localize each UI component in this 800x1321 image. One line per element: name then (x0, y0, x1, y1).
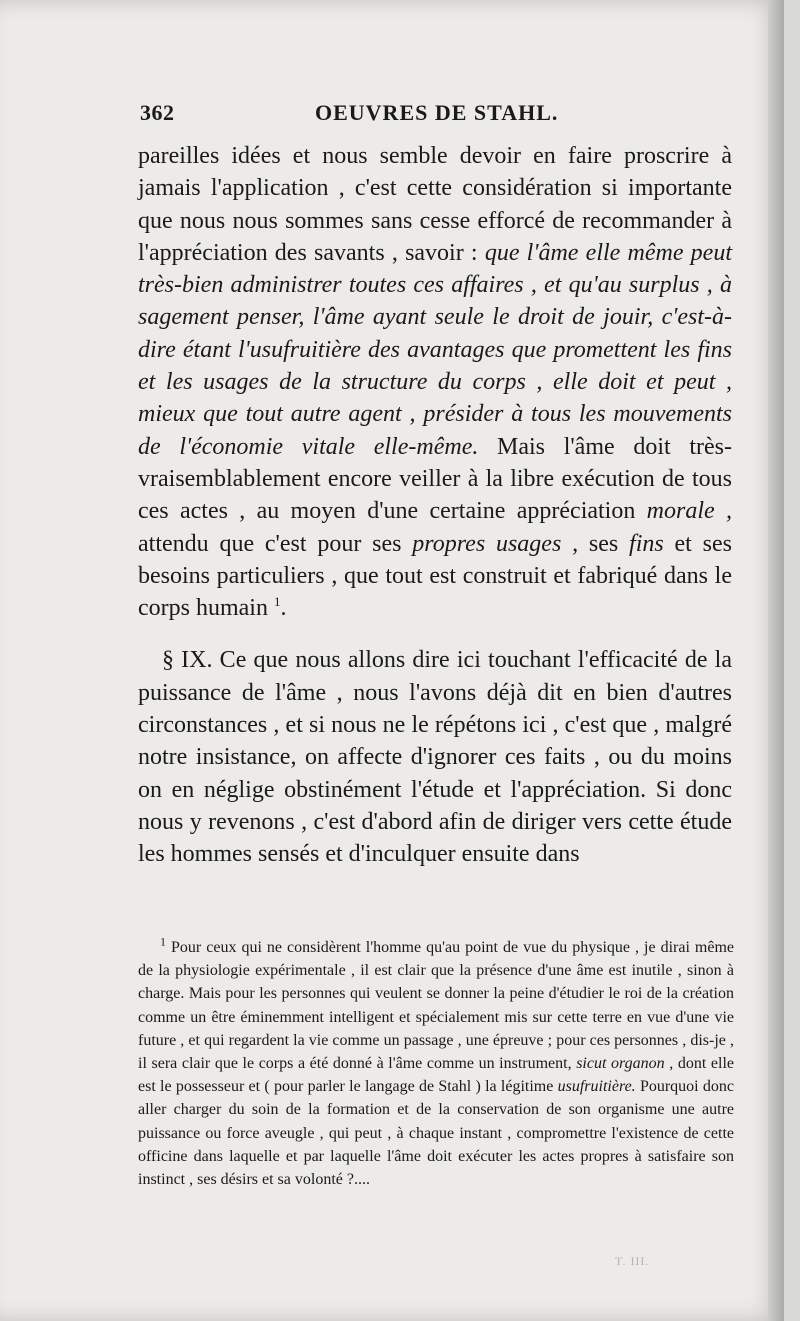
footnote-1 (138, 936, 734, 1191)
signature-mark: T. III. (615, 1254, 650, 1268)
footnote-block (138, 936, 734, 1191)
italic-run: morale , (646, 498, 732, 525)
page-header (140, 100, 734, 130)
text-run: , dont elle est le possesseur et ( pour parler le langage de Stahl ) la légitime (138, 1055, 734, 1096)
text-run: attendu que c'est pour ses (138, 530, 413, 557)
text-run: pareilles idées et nous semble devoir en faire proscrire à jamais l'application , c'est cette considération si importante que nous nous sommes sans cesse efforcé de recommander à l'appréciation des savants , savoir : (138, 143, 732, 266)
footnote-marker: 1 (160, 934, 166, 949)
main-text (138, 140, 732, 871)
text-run: . (280, 595, 287, 622)
italic-run: usufruitière. (557, 1078, 636, 1096)
text-run: Pour ceux qui ne considèrent l'homme qu'au point de vue du physique , je dirai même de la physiologie expérimentale , il est clair que la présence d'une âme est inutile , sinon à charge. Mais pour les personnes qui veulent se donner la peine d'étudier le roi de la création comme un être éminemment intelligent et spécialement mis sur cette terre en vue d'une vie future , et qui regardent la vie comme un passage , une épreuve ; pour ces personnes , dis-je , il sera clair que le corps a été donné à l'âme comme un instrument, (138, 939, 735, 1073)
italic-run: propres usages , (412, 530, 579, 557)
running-title: OEUVRES DE STAHL. (315, 100, 559, 125)
page-number: 362 (140, 100, 175, 125)
footnote-reference: 1 (273, 594, 281, 610)
italic-run: sicut organon (576, 1055, 665, 1073)
paragraph-2: § IX. Ce que nous allons dire ici touchant l'efficacité de la puissance de l'âme , nous l'avons déjà dit en bien d'autres circonstances , et si nous ne le répétons ici , c'est que , malgré notre insistance, on affecte d'ignorer ces faits , ou du moins on en néglige obstinément l'étude et l'appréciation. Si donc nous y revenons , c'est d'abord afin de diriger vers cette étude les hommes sensés et d'inculquer ensuite dans (138, 647, 732, 868)
text-run: Mais l'âme doit très-vraisemblablement encore veiller à la libre exécution de tous ces actes , au moyen d'une certaine appréciation (138, 433, 732, 525)
paragraph-1 (138, 140, 732, 624)
text-run: Pourquoi donc aller charger du soin de la formation et de la conservation de son organisme une autre puissance ou force aveugle , qui peut , à chaque instant , compromettre l'existence de cette officine dans laquelle et par laquelle l'âme doit exécuter les actes propres à satisfaire son instinct , ses désirs et sa volonté ?.... (138, 1078, 734, 1189)
page-edge-shadow (768, 0, 784, 1321)
text-run: et ses besoins particuliers , que tout est construit et fabriqué dans le corps humain (138, 530, 732, 622)
italic-run: fins (629, 530, 664, 557)
text-run: ses (578, 530, 630, 557)
italic-run: que l'âme elle même peut très-bien administrer toutes ces affaires , et qu'au surplus , à sagement penser, l'âme ayant seule le droit de jouir, c'est-à-dire étant l'usufruitière des avantages que promettent les fins et les usages de la structure du corps , elle doit et peut , mieux que tout autre agent , présider à tous les mouvements de l'économie vitale elle-même. (138, 239, 733, 460)
